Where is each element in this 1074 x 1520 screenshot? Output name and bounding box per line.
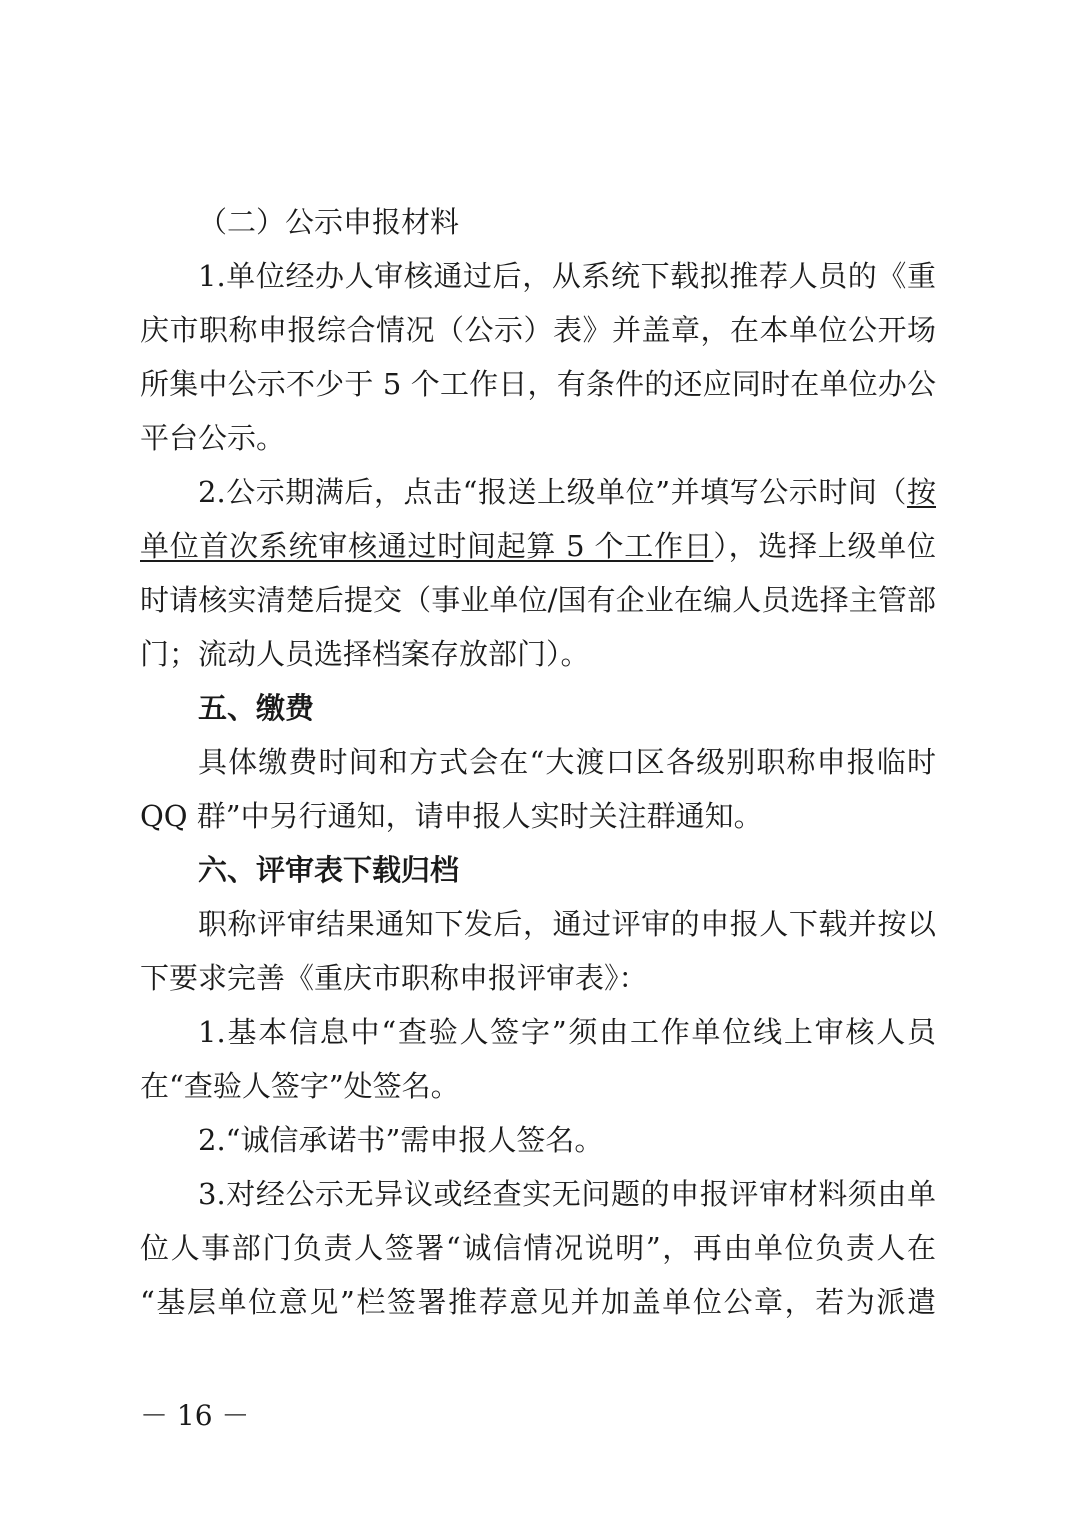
paragraph-line: 在“查验人签字”处签名。 — [140, 1069, 460, 1103]
paragraph-line — [140, 526, 936, 566]
paragraph-line: QQ 群”中另行通知，请申报人实时关注群通知。 — [140, 799, 763, 833]
page-number: － 16 － — [140, 1399, 250, 1432]
paragraph-line: 位人事部门负责人签署“诚信情况说明”，再由单位负责人在 — [140, 1231, 936, 1265]
paragraph-line: 职称评审结果通知下发后，通过评审的申报人下载并按以 — [198, 907, 936, 941]
section-heading-publicity: （二）公示申报材料 — [198, 205, 460, 239]
paragraph-line: 具体缴费时间和方式会在“大渡口区各级别职称申报临时 — [198, 745, 936, 779]
paragraph-line: 平台公示。 — [140, 421, 286, 455]
paragraph-line: 2.“诚信承诺书”需申报人签名。 — [198, 1123, 604, 1157]
underlined-text: 按 — [906, 475, 936, 509]
paragraph-line — [198, 472, 936, 512]
paragraph-line: 下要求完善《重庆市职称申报评审表》： — [140, 961, 648, 995]
paragraph-line: 时请核实清楚后提交（事业单位/国有企业在编人员选择主管部 — [140, 583, 936, 617]
paragraph-line: “基层单位意见”栏签署推荐意见并加盖单位公章，若为派遣 — [140, 1285, 936, 1319]
section-heading-download-archive: 六、评审表下载归档 — [198, 853, 460, 887]
underlined-text: 单位首次系统审核通过时间起算 5 个工作日 — [140, 529, 714, 563]
paragraph-line: 门；流动人员选择档案存放部门）。 — [140, 637, 590, 671]
paragraph-line: 3.对经公示无异议或经查实无问题的申报评审材料须由单 — [198, 1177, 936, 1211]
paragraph-line: 1.基本信息中“查验人签字”须由工作单位线上审核人员 — [198, 1015, 936, 1049]
paragraph-line: 所集中公示不少于 5 个工作日，有条件的还应同时在单位办公 — [140, 367, 936, 401]
paragraph-line: 1.单位经办人审核通过后，从系统下载拟推荐人员的《重 — [198, 259, 936, 293]
text-segment: ），选择上级单位 — [713, 529, 936, 563]
paragraph-line: 庆市职称申报综合情况（公示）表》并盖章，在本单位公开场 — [140, 313, 936, 347]
text-segment: 2.公示期满后，点击“报送上级单位”并填写公示时间（ — [198, 475, 907, 509]
section-heading-fees: 五、缴费 — [198, 691, 315, 725]
